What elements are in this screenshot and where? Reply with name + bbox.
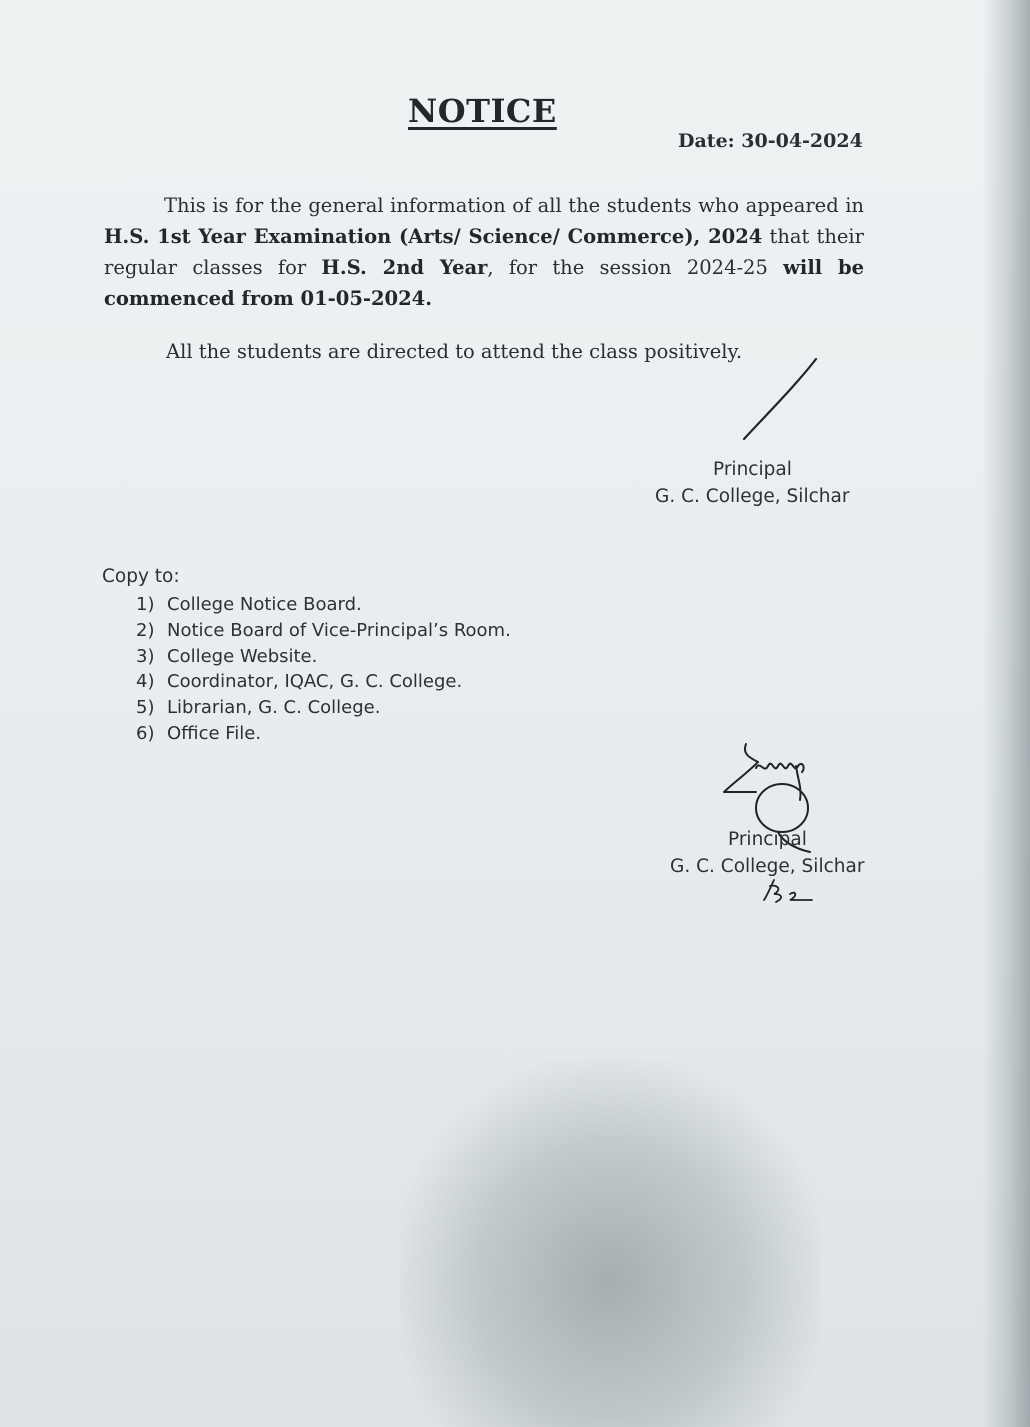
handwritten-initials-icon [760,878,816,904]
copy-to-label: Copy to: [102,566,180,587]
list-item-number: 4) [136,671,155,693]
body-text-2: that their regular classes for [104,225,864,279]
list-item-text: Librarian, G. C. College. [167,697,381,719]
notice-body [104,190,864,314]
list-item-number: 2) [136,619,155,641]
notice-date: Date: 30-04-2024 [678,130,863,152]
list-item [136,618,511,644]
notice-directive: All the students are directed to attend the class positively. [166,340,743,363]
body-exam: H.S. 1st Year Examination (Arts/ Science/ Commerce), 2024 [104,225,763,248]
signature-stroke-icon [736,355,822,445]
signatory-block-2 [670,826,864,880]
list-item [136,669,511,695]
list-item-text: College Website. [167,645,318,667]
body-text-3: , for the session 2024-25 [487,256,784,279]
list-item [136,644,511,670]
list-item-text: Office File. [167,722,262,744]
signatory-block-1 [655,456,849,510]
list-item-number: 1) [136,594,155,615]
list-item-number: 5) [136,697,155,719]
signatory-2-institution: G. C. College, Silchar [670,856,865,877]
list-item-number: 6) [136,722,155,744]
copy-to-list [136,592,511,747]
list-item-text: College Notice Board. [167,594,362,615]
camera-shadow [400,1060,820,1427]
signatory-1-designation: Principal [713,459,792,480]
list-item [136,592,511,618]
signatory-1-institution: G. C. College, Silchar [655,486,850,507]
list-item [136,721,511,747]
list-item-number: 3) [136,645,155,667]
notice-title: NOTICE [408,92,557,130]
body-year: H.S. 2nd Year [321,256,488,279]
list-item [136,695,511,721]
list-item-text: Coordinator, IQAC, G. C. College. [167,671,463,693]
body-text-1: This is for the general information of all the students who appeared in [164,194,864,217]
list-item-text: Notice Board of Vice-Principal’s Room. [167,619,511,641]
paper-edge-shadow [982,0,1030,1427]
body-commence: will be commenced from 01-05-2024. [104,256,865,310]
signatory-2-designation: Principal [728,829,807,850]
